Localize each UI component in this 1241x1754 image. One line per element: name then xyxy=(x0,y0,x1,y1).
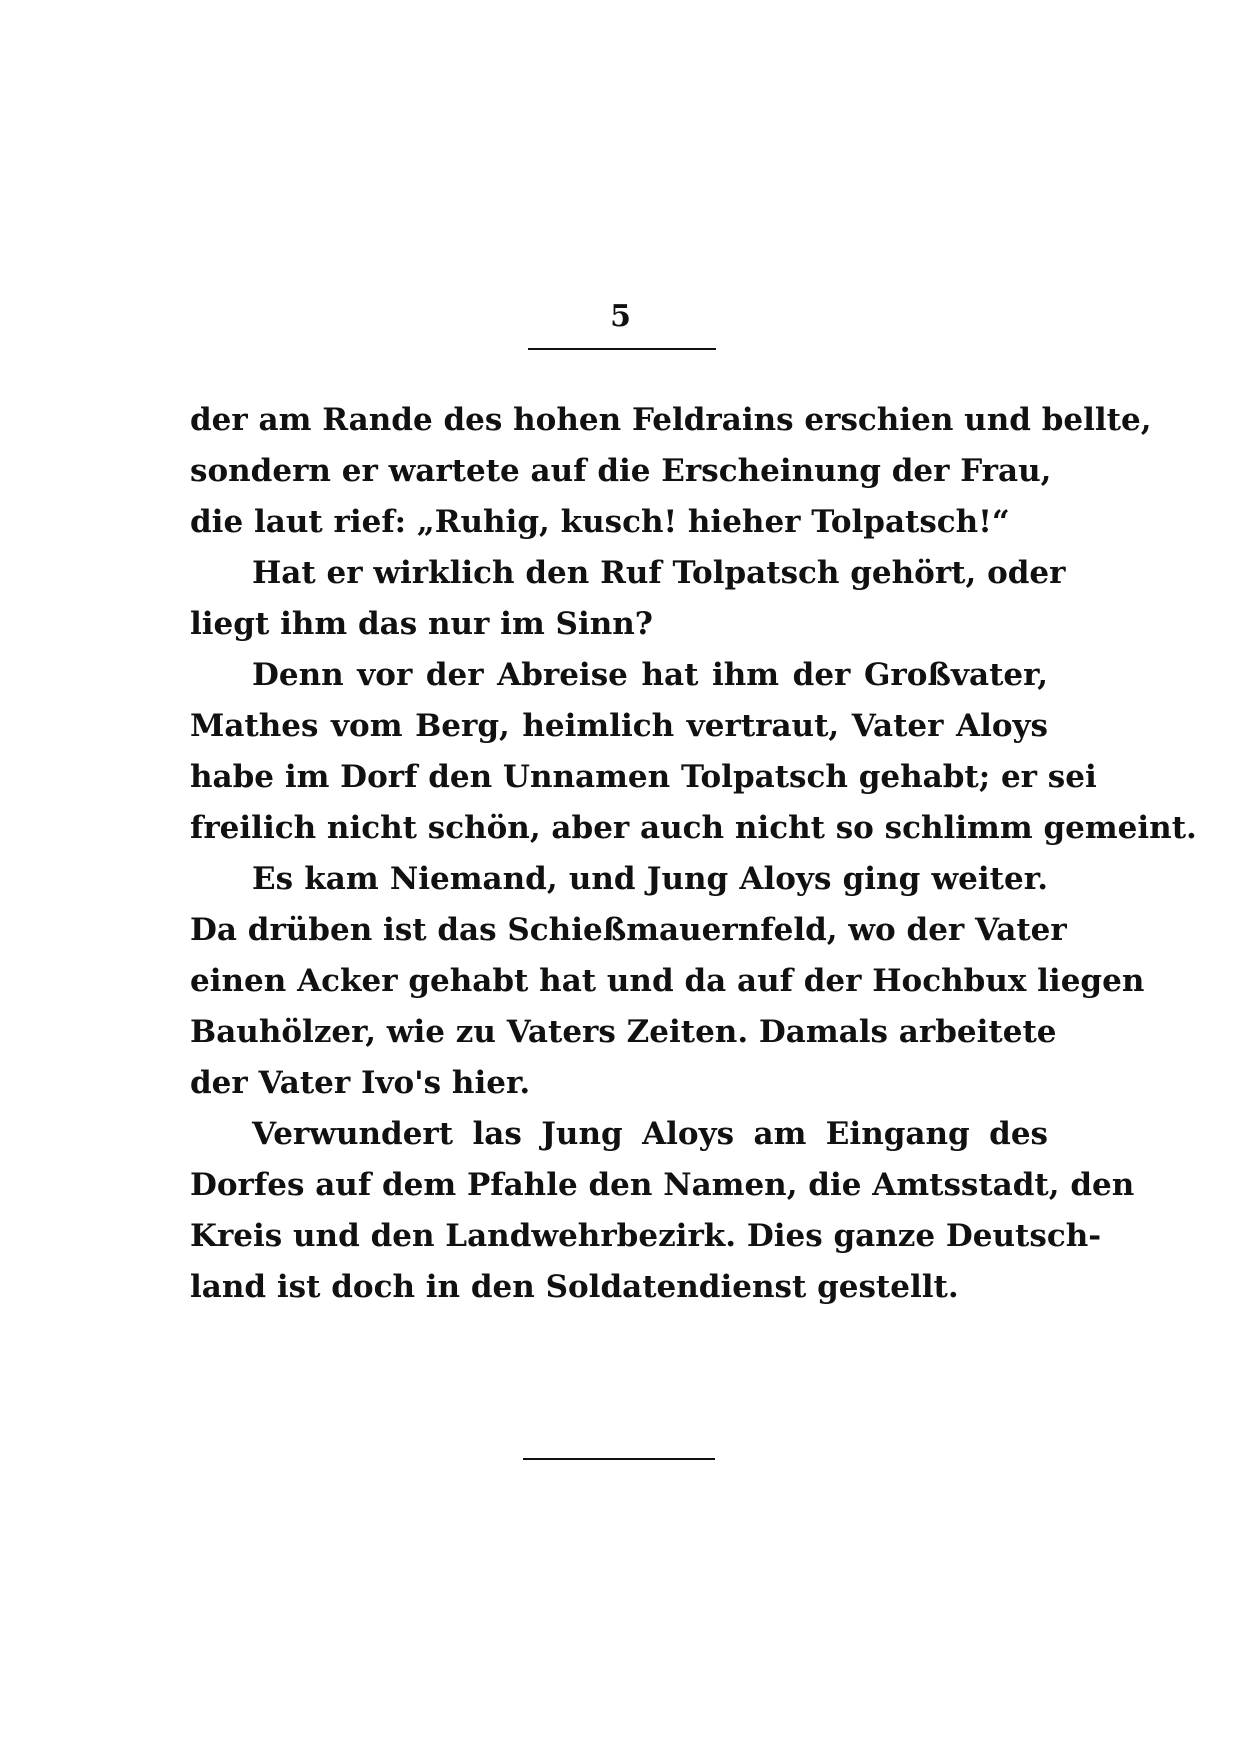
text-line: land ist doch in den Soldatendienst gestellt. xyxy=(190,1269,959,1305)
text-line: Es kam Niemand, und Jung Aloys ging weiter. xyxy=(252,861,1048,897)
header-rule xyxy=(528,348,716,350)
footer-rule xyxy=(523,1458,715,1460)
text-line: einen Acker gehabt hat und da auf der Hochbux liegen xyxy=(190,963,1145,999)
text-line: Da drüben ist das Schießmauernfeld, wo der Vater xyxy=(190,912,1067,948)
text-line: Dorfes auf dem Pfahle den Namen, die Amtsstadt, den xyxy=(190,1167,1135,1203)
text-line: Mathes vom Berg, heimlich vertraut, Vater Aloys xyxy=(190,708,1048,744)
text-line: sondern er wartete auf die Erscheinung der Frau, xyxy=(190,453,1052,489)
text-line: Verwundert las Jung Aloys am Eingang des xyxy=(252,1116,1048,1152)
text-line: der Vater Ivo's hier. xyxy=(190,1065,531,1101)
text-line: die laut rief: „Ruhig, kusch! hieher Tolpatsch!“ xyxy=(190,504,1010,540)
text-line: Denn vor der Abreise hat ihm der Großvater, xyxy=(252,657,1048,693)
text-line: Kreis und den Landwehrbezirk. Dies ganze Deutsch- xyxy=(190,1218,1102,1254)
text-line: freilich nicht schön, aber auch nicht so schlimm gemeint. xyxy=(190,810,1197,846)
text-line: der am Rande des hohen Feldrains erschien und bellte, xyxy=(190,402,1152,438)
text-line: Bauhölzer, wie zu Vaters Zeiten. Damals arbeitete xyxy=(190,1014,1057,1050)
text-line: liegt ihm das nur im Sinn? xyxy=(190,606,653,642)
body-text xyxy=(190,395,1197,1313)
page-number: 5 xyxy=(610,299,631,334)
text-line: Hat er wirklich den Ruf Tolpatsch gehört, oder xyxy=(252,555,1066,591)
text-line: habe im Dorf den Unnamen Tolpatsch gehabt; er sei xyxy=(190,759,1097,795)
